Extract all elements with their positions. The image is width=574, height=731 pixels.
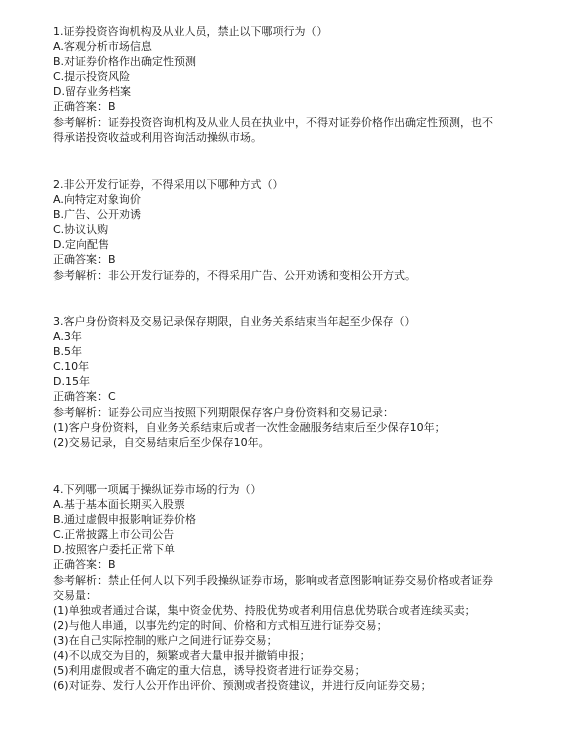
correct-answer: 正确答案：C [53,390,116,404]
option-d: D.15年 [53,375,90,389]
question-stem: 3.客户身份资料及交易记录保存期限，自业务关系结束当年起至少保存（） [53,315,416,328]
analysis-line: (2)交易记录，自交易结束后至少保存10年。 [53,435,270,449]
option-b: B.5年 [53,345,83,359]
correct-answer: 正确答案：B [53,558,116,572]
option-b: B.广告、公开劝诱 [53,208,142,222]
question-2 [53,177,523,283]
analysis-line: 参考解析：证券投资咨询机构及从业人员在执业中，不得对证券价格作出确定性预测，也不 [53,115,493,129]
option-d: D.留存业务档案 [53,85,131,99]
analysis-line: (2)与他人串通，以事先约定的时间、价格和方式相互进行证券交易； [53,618,388,632]
question-stem: 2.非公开发行证券，不得采用以下哪种方式（） [53,178,284,191]
option-c: C.10年 [53,360,90,374]
option-b: B.对证券价格作出确定性预测 [53,55,197,69]
question-3 [53,314,523,450]
option-b: B.通过虚假申报影响证券价格 [53,513,197,527]
analysis-line: (4)不以成交为目的，频繁或者大量申报并撤销申报； [53,649,311,663]
analysis-line: (6)对证券、发行人公开作出评价、预测或者投资建议，并进行反向证券交易； [53,679,432,693]
analysis-line: (1)客户身份资料，自业务关系结束后或者一次性金融服务结束后至少保存10年； [53,420,446,434]
analysis-line: (1)单独或者通过合谋，集中资金优势、持股优势或者利用信息优势联合或者连续买卖； [53,603,476,617]
option-c: C.提示投资风险 [53,70,131,84]
analysis-line: 参考解析：证券公司应当按照下列期限保存客户身份资料和交易记录： [53,405,394,419]
question-1 [53,24,523,145]
correct-answer: 正确答案：B [53,100,116,114]
option-d: D.定向配售 [53,238,109,252]
correct-answer: 正确答案：B [53,253,116,267]
option-d: D.按照客户委托正常下单 [53,543,175,557]
option-c: C.协议认购 [53,223,109,237]
analysis-line: 参考解析：非公开发行证券的，不得采用广告、公开劝诱和变相公开方式。 [53,268,416,282]
analysis-line: (3)在自己实际控制的账户之间进行证券交易； [53,633,278,647]
analysis-line: (5)利用虚假或者不确定的重大信息，诱导投资者进行证券交易； [53,664,366,678]
question-stem: 1.证券投资咨询机构及从业人员，禁止以下哪项行为（） [53,25,328,38]
analysis-line: 得承诺投资收益或利用咨询活动操纵市场。 [53,130,262,144]
option-a: A.客观分析市场信息 [53,40,152,54]
analysis-line: 参考解析：禁止任何人以下列手段操纵证券市场，影响或者意图影响证券交易价格或者证券 [53,573,493,587]
analysis-line: 交易量： [53,588,97,602]
question-4 [53,482,523,693]
option-a: A.基于基本面长期买入股票 [53,498,185,512]
option-c: C.正常披露上市公司公告 [53,528,175,542]
option-a: A.3年 [53,330,82,344]
option-a: A.向特定对象询价 [53,193,141,207]
question-stem: 4.下列哪一项属于操纵证券市场的行为（） [53,483,262,496]
